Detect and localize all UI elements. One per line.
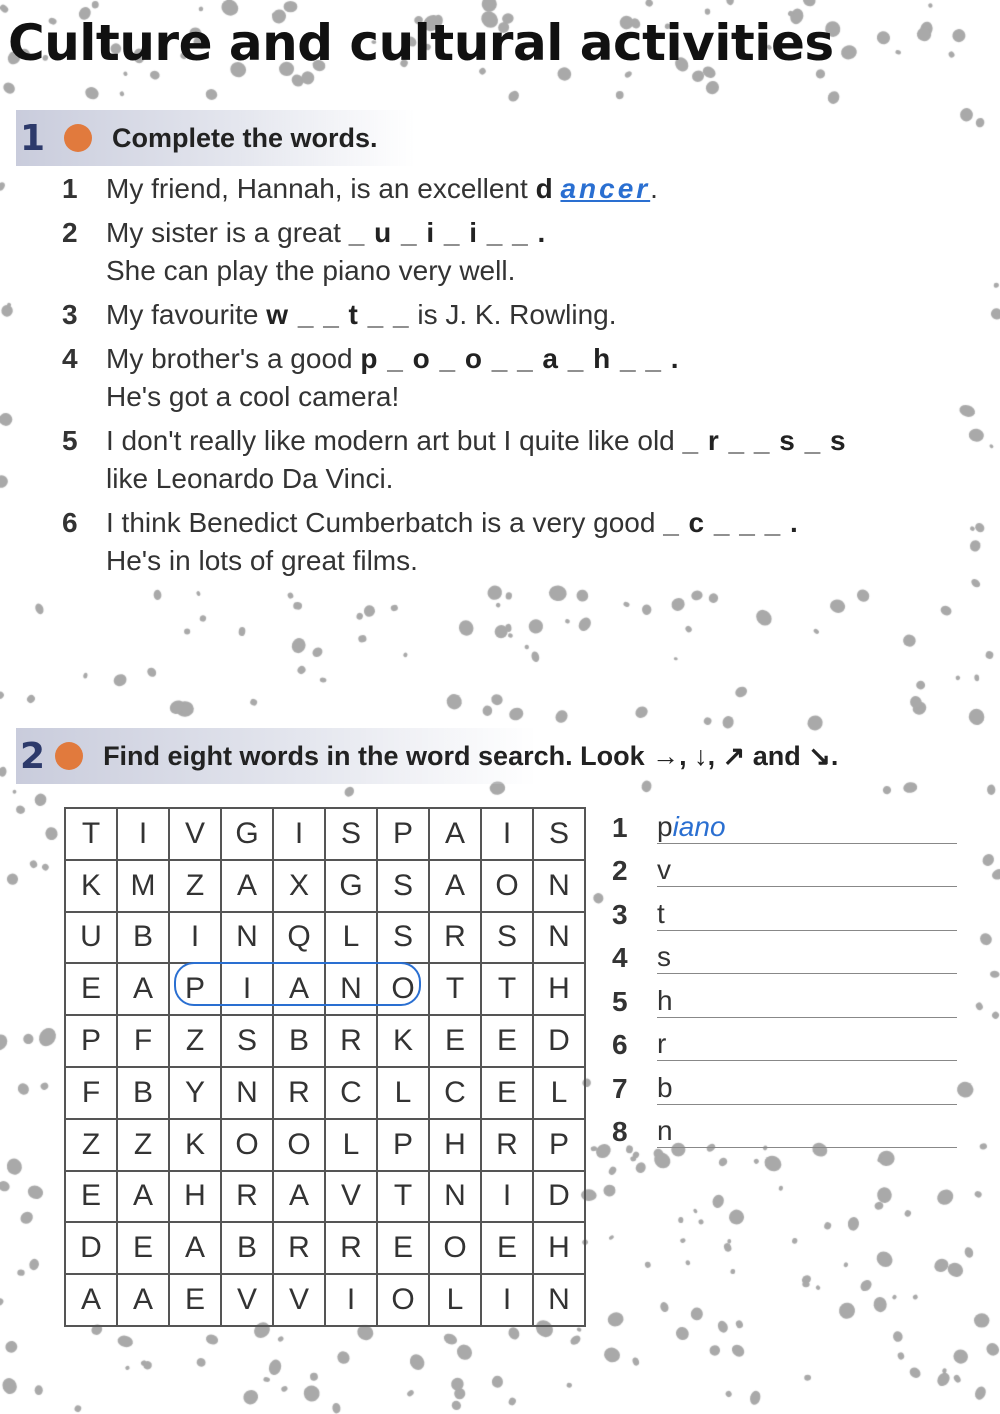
exercise-1-number: 1 [20, 117, 46, 159]
page-title: Culture and cultural activities [8, 14, 834, 72]
exercise-2-instruction: Find eight words in the word search. Look →, ↓, ↗ and ↘. [103, 740, 839, 771]
grid-cell[interactable]: N [429, 1171, 481, 1223]
exercise-1-header [16, 110, 416, 166]
grid-cell[interactable]: I [117, 808, 169, 860]
answer-line[interactable]: t [657, 894, 957, 931]
grid-cell[interactable]: N [221, 1067, 273, 1119]
grid-cell[interactable]: H [169, 1171, 221, 1223]
grid-cell[interactable]: O [377, 963, 429, 1015]
grid-cell[interactable]: X [273, 860, 325, 912]
grid-cell[interactable]: E [169, 1274, 221, 1326]
exercise-1-item: 4 My brother's a good p _ o _ o _ _ a _ h _ _ . He's got a cool camera! [62, 343, 680, 412]
grid-cell[interactable]: L [429, 1274, 481, 1326]
grid-cell[interactable]: O [377, 1274, 429, 1326]
grid-cell[interactable]: I [169, 912, 221, 964]
grid-cell[interactable]: A [117, 963, 169, 1015]
grid-cell[interactable]: A [429, 808, 481, 860]
grid-cell[interactable]: M [117, 860, 169, 912]
grid-row [65, 808, 585, 860]
grid-cell[interactable]: P [533, 1119, 585, 1171]
exercise-1-item: 6 I think Benedict Cumberbatch is a very good _ c _ _ _ . He's in lots of great films. [62, 507, 799, 576]
grid-cell[interactable]: G [325, 860, 377, 912]
grid-cell[interactable]: T [377, 1171, 429, 1223]
grid-cell[interactable]: F [65, 1067, 117, 1119]
grid-cell[interactable]: D [533, 1171, 585, 1223]
grid-cell[interactable]: F [117, 1015, 169, 1067]
grid-row [65, 1015, 585, 1067]
exercise-1-instruction: Complete the words. [112, 122, 378, 153]
grid-cell[interactable]: E [481, 1222, 533, 1274]
answer-line[interactable]: b [657, 1068, 957, 1105]
exercise-1-item: 2 My sister is a great _ u _ i _ i _ _ . She can play the piano very well. [62, 217, 547, 286]
grid-cell[interactable]: A [117, 1274, 169, 1326]
grid-cell[interactable]: N [325, 963, 377, 1015]
answer-line[interactable]: v [657, 850, 957, 887]
grid-cell[interactable]: R [273, 1067, 325, 1119]
grid-cell[interactable]: E [377, 1222, 429, 1274]
answer-field[interactable]: ancer [560, 173, 651, 204]
answer-line[interactable]: r [657, 1024, 957, 1061]
grid-cell[interactable]: R [481, 1119, 533, 1171]
grid-cell[interactable]: A [273, 963, 325, 1015]
grid-cell[interactable]: B [117, 912, 169, 964]
exercise-1-item: 1 My friend, Hannah, is an excellent d ancer. [62, 173, 658, 204]
grid-cell[interactable]: A [65, 1274, 117, 1326]
grid-cell[interactable]: R [221, 1171, 273, 1223]
grid-cell[interactable]: H [533, 1222, 585, 1274]
answer-field[interactable]: p _ o _ o _ _ a _ h _ _ . [360, 343, 680, 374]
answer-field[interactable]: w _ _ t _ _ [266, 299, 410, 330]
grid-cell[interactable]: E [481, 1067, 533, 1119]
answer-row: 7 b [612, 1061, 957, 1105]
grid-row [65, 1067, 585, 1119]
grid-cell[interactable]: I [481, 808, 533, 860]
grid-cell[interactable]: E [117, 1222, 169, 1274]
answer-line[interactable]: n [657, 1111, 957, 1148]
grid-cell[interactable]: Q [273, 912, 325, 964]
answer-line[interactable]: p iano [657, 807, 957, 844]
grid-row [65, 860, 585, 912]
grid-cell[interactable]: O [429, 1222, 481, 1274]
answer-row: 8 n [612, 1105, 957, 1149]
grid-cell[interactable]: I [221, 963, 273, 1015]
grid-cell[interactable]: I [481, 1171, 533, 1223]
grid-cell[interactable]: N [533, 860, 585, 912]
grid-cell[interactable]: K [169, 1119, 221, 1171]
grid-cell[interactable]: A [117, 1171, 169, 1223]
grid-cell[interactable]: A [429, 860, 481, 912]
grid-cell[interactable]: D [533, 1015, 585, 1067]
grid-cell[interactable]: T [429, 963, 481, 1015]
grid-cell[interactable]: N [533, 912, 585, 964]
grid-cell[interactable]: V [325, 1171, 377, 1223]
answer-row: 2 v [612, 844, 957, 888]
grid-row [65, 1222, 585, 1274]
grid-cell[interactable]: S [325, 808, 377, 860]
answer-line[interactable]: s [657, 937, 957, 974]
exercise-2-number: 2 [20, 735, 46, 777]
grid-cell[interactable]: G [221, 808, 273, 860]
grid-cell[interactable]: I [325, 1274, 377, 1326]
orange-dot-icon [64, 124, 92, 152]
grid-cell[interactable]: B [273, 1015, 325, 1067]
grid-cell[interactable]: L [325, 912, 377, 964]
answer-row: 6 r [612, 1018, 957, 1062]
exercise-1-items [62, 170, 962, 586]
grid-cell[interactable]: V [169, 808, 221, 860]
grid-row [65, 1171, 585, 1223]
grid-cell[interactable]: P [65, 1015, 117, 1067]
grid-cell[interactable]: A [169, 1222, 221, 1274]
grid-cell[interactable]: N [221, 912, 273, 964]
grid-cell[interactable]: R [429, 912, 481, 964]
grid-cell[interactable]: Z [169, 1015, 221, 1067]
grid-cell[interactable]: S [377, 860, 429, 912]
grid-cell[interactable]: O [221, 1119, 273, 1171]
grid-cell[interactable]: B [221, 1222, 273, 1274]
grid-cell[interactable]: L [533, 1067, 585, 1119]
grid-row [65, 1119, 585, 1171]
grid-cell[interactable]: K [377, 1015, 429, 1067]
answer-row: 3 t [612, 887, 957, 931]
grid-cell[interactable]: I [481, 1274, 533, 1326]
grid-cell[interactable]: T [481, 963, 533, 1015]
grid-row [65, 1274, 585, 1326]
grid-cell[interactable]: V [221, 1274, 273, 1326]
grid-cell[interactable]: A [273, 1171, 325, 1223]
grid-row [65, 963, 585, 1015]
grid-cell[interactable]: R [325, 1222, 377, 1274]
grid-row [65, 912, 585, 964]
grid-cell[interactable]: R [273, 1222, 325, 1274]
grid-cell[interactable]: T [65, 808, 117, 860]
exercise-2-header [16, 728, 839, 784]
grid-cell[interactable]: S [533, 808, 585, 860]
grid-cell[interactable]: O [273, 1119, 325, 1171]
grid-cell[interactable]: S [481, 912, 533, 964]
answer-row: 1 p iano [612, 800, 957, 844]
grid-cell[interactable]: E [65, 1171, 117, 1223]
grid-cell[interactable]: H [533, 963, 585, 1015]
exercise-1-item: 3 My favourite w _ _ t _ _ is J. K. Rowling. [62, 299, 617, 330]
grid-cell[interactable]: S [377, 912, 429, 964]
grid-cell[interactable]: P [377, 1119, 429, 1171]
word-search-grid [64, 807, 586, 1327]
answer-row: 5 h [612, 974, 957, 1018]
grid-cell[interactable]: C [325, 1067, 377, 1119]
grid-cell[interactable]: K [65, 860, 117, 912]
grid-cell[interactable]: O [481, 860, 533, 912]
grid-cell[interactable]: B [117, 1067, 169, 1119]
word-search-table [64, 807, 586, 1327]
answer-list [612, 800, 957, 1148]
grid-cell[interactable]: S [221, 1015, 273, 1067]
orange-dot-icon [55, 742, 83, 770]
answer-row: 4 s [612, 931, 957, 975]
grid-cell[interactable]: Z [117, 1119, 169, 1171]
grid-cell[interactable]: D [65, 1222, 117, 1274]
grid-cell[interactable]: A [221, 860, 273, 912]
answer-field[interactable]: _ u _ i _ i _ _ . [348, 217, 547, 248]
answer-field[interactable]: _ r _ _ s _ s [682, 425, 847, 456]
grid-cell[interactable]: N [533, 1274, 585, 1326]
grid-cell[interactable]: Z [65, 1119, 117, 1171]
grid-cell[interactable]: V [273, 1274, 325, 1326]
grid-cell[interactable]: R [325, 1015, 377, 1067]
grid-cell[interactable]: E [481, 1015, 533, 1067]
grid-cell[interactable]: I [273, 808, 325, 860]
grid-cell[interactable]: U [65, 912, 117, 964]
grid-cell[interactable]: E [65, 963, 117, 1015]
grid-cell[interactable]: H [429, 1119, 481, 1171]
grid-cell[interactable]: E [429, 1015, 481, 1067]
answer-field[interactable]: _ c _ _ _ . [663, 507, 799, 538]
grid-cell[interactable]: Z [169, 860, 221, 912]
answer-line[interactable]: h [657, 981, 957, 1018]
grid-cell[interactable]: P [169, 963, 221, 1015]
grid-cell[interactable]: Y [169, 1067, 221, 1119]
grid-cell[interactable]: L [325, 1119, 377, 1171]
grid-cell[interactable]: P [377, 808, 429, 860]
exercise-1-item: 5 I don't really like modern art but I quite like old _ r _ _ s _ s like Leonardo Da Vinci. [62, 425, 847, 494]
grid-cell[interactable]: L [377, 1067, 429, 1119]
grid-cell[interactable]: C [429, 1067, 481, 1119]
